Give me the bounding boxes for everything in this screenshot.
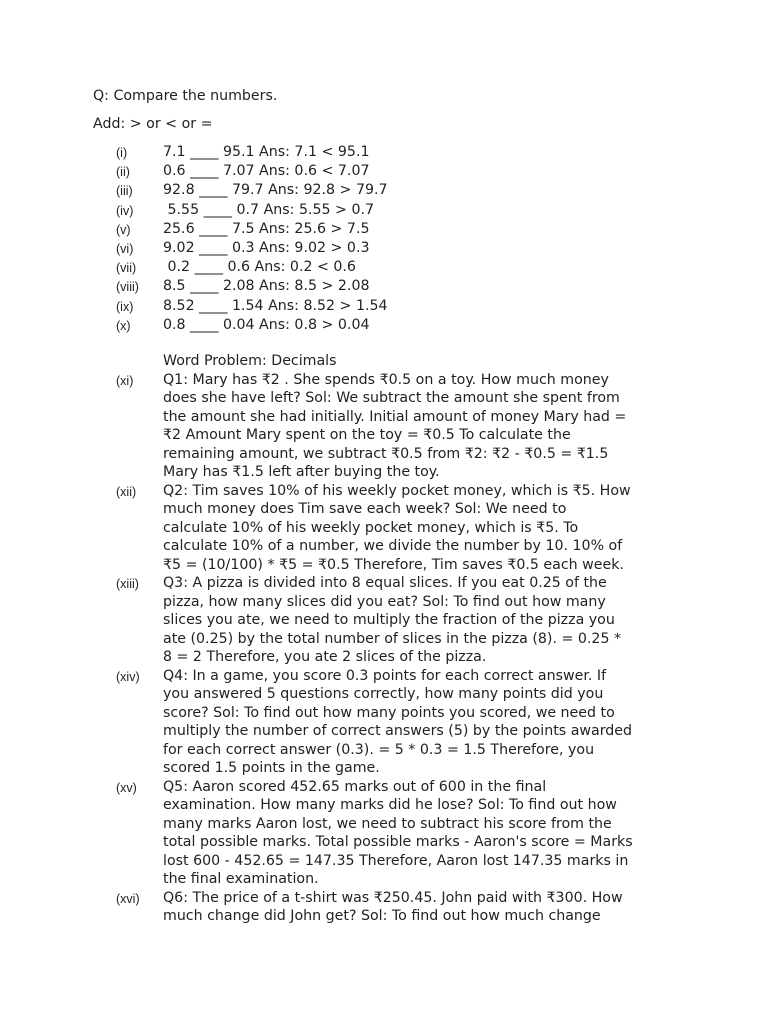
comparison-item <box>0 258 768 277</box>
comparison-item <box>0 220 768 239</box>
comparison-item <box>0 201 768 220</box>
comparison-item <box>0 239 768 258</box>
word-problem-text: Q1: Mary has ₹2 . She spends ₹0.5 on a toy. How much money does she have left? Sol: We subtract the amount she spent from the amount she had initially. Initial amount of money Mary had = ₹2 Amount Mary spent on the toy = ₹0.5 To calculate the remaining amount, we subtract ₹0.5 from ₹2: ₹2 - ₹0.5 = ₹1.5 Mary has ₹1.5 left after buying the toy. <box>163 371 627 480</box>
section-title: Word Problem: Decimals <box>163 353 337 369</box>
comparison-text: 8.5 ____ 2.08 Ans: 8.5 > 2.08 <box>163 278 370 295</box>
item-number: (xiii) <box>116 577 139 591</box>
word-problem-item <box>0 574 768 667</box>
comparison-item <box>0 297 768 316</box>
comparison-text: 5.55 ____ 0.7 Ans: 5.55 > 0.7 <box>163 201 375 218</box>
item-number: (x) <box>116 318 131 333</box>
item-number: (ix) <box>116 299 134 314</box>
comparison-text: 0.2 ____ 0.6 Ans: 0.2 < 0.6 <box>163 259 356 276</box>
comparison-text: 25.6 ____ 7.5 Ans: 25.6 > 7.5 <box>163 220 370 237</box>
comparison-text: 8.52 ____ 1.54 Ans: 8.52 > 1.54 <box>163 297 388 314</box>
instruction-line: Add: > or < or = <box>93 116 213 132</box>
word-problem-text: Q6: The price of a t-shirt was ₹250.45. John paid with ₹300. How much change did John get? Sol: To find out how much change <box>163 889 623 924</box>
comparison-item <box>0 316 768 335</box>
comparison-text: 92.8 ____ 79.7 Ans: 92.8 > 79.7 <box>163 182 388 199</box>
item-number: (iii) <box>116 184 133 199</box>
item-number: (xi) <box>116 373 134 388</box>
comparison-item <box>0 162 768 181</box>
word-problems-section <box>0 352 768 926</box>
comparison-text: 7.1 ____ 95.1 Ans: 7.1 < 95.1 <box>163 144 370 160</box>
word-problem-text: Q5: Aaron scored 452.65 marks out of 600 in the final examination. How many marks did he lose? Sol: To find out how many marks Aaron lost, we need to subtract his score from the total possible marks. Total possible marks - Aaron's score = Marks lost 600 - 452.65 = 147.35 Therefore, Aaron lost 147.35 marks in the final examination. <box>163 778 633 887</box>
word-problem-item <box>0 482 768 575</box>
word-problem-text: Q2: Tim saves 10% of his weekly pocket money, which is ₹5. How much money does Tim save each week? Sol: We need to calculate 10% of his weekly pocket money, which is ₹5. To calculate 10% of a number, we divide the number by 10. 10% of ₹5 = (10/100) * ₹5 = ₹0.5 Therefore, Tim saves ₹0.5 each week. <box>163 482 631 573</box>
item-number: (vii) <box>116 261 137 276</box>
word-problem-item <box>0 667 768 778</box>
item-number: (xiv) <box>116 669 140 684</box>
word-problem-text: Q3: A pizza is divided into 8 equal slices. If you eat 0.25 of the pizza, how many slices did you eat? Sol: To find out how many slices you ate, we need to multiply the fraction of the pizza you ate (0.25) by the total number of slices in the pizza (8). = 0.25 * 8 = 2 Therefore, you ate 2 slices of the pizza. <box>163 575 622 665</box>
item-number: (xii) <box>116 484 137 499</box>
item-number: (xvi) <box>116 891 140 906</box>
item-number: (ii) <box>116 165 130 180</box>
word-problem-item <box>0 778 768 889</box>
word-problem-item <box>0 889 768 926</box>
item-number: (vi) <box>116 241 134 256</box>
item-number: (v) <box>116 222 131 237</box>
item-number: (i) <box>116 146 128 160</box>
word-problem-item <box>0 371 768 482</box>
comparison-text: 9.02 ____ 0.3 Ans: 9.02 > 0.3 <box>163 239 370 256</box>
question-heading: Q: Compare the numbers. <box>93 88 278 104</box>
comparison-text: 0.6 ____ 7.07 Ans: 0.6 < 7.07 <box>163 163 370 180</box>
comparison-item <box>0 277 768 296</box>
item-number: (xv) <box>116 780 137 795</box>
comparison-item <box>0 181 768 200</box>
word-problem-text: Q4: In a game, you score 0.3 points for each correct answer. If you answered 5 questions correctly, how many points did you score? Sol: To find out how many points you scored, we need to multiply the number of correct answers (5) by the points awarded for each correct answer (0.3). = 5 * 0.3 = 1.5 Therefore, you scored 1.5 points in the game. <box>163 667 633 776</box>
comparison-item <box>0 143 768 162</box>
comparison-list <box>0 143 768 335</box>
comparison-text: 0.8 ____ 0.04 Ans: 0.8 > 0.04 <box>163 316 370 333</box>
item-number: (viii) <box>116 280 139 295</box>
item-number: (iv) <box>116 203 134 218</box>
